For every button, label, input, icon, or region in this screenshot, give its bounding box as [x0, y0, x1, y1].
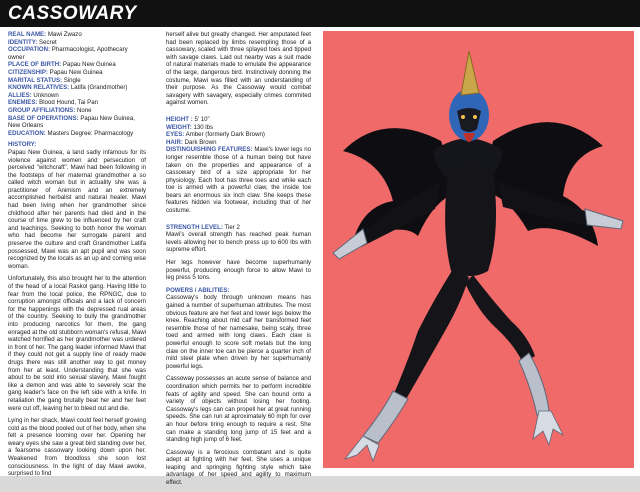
- physical-row: [166, 139, 311, 147]
- physical-row: [166, 116, 311, 124]
- stat-value: Pharmacologist, Apothecary: [51, 46, 128, 54]
- right-eye: [473, 115, 477, 119]
- stat-row: [8, 77, 146, 85]
- stat-row: [8, 46, 146, 54]
- right-talons: [533, 411, 563, 445]
- powers-paragraph: Cassoway's body through unknown means has gained a number of superhuman attributes. The most obvious feature are her feet and lower legs below the knee. Reaching about mid calf her transformed feet resemble those of her namesake, being scaly, three toed and armed with long claws. Each claw is powerful enough to score soft metals but the long claw on the inner toe can be pierce a quarter inch of mild steel plate when driven by her superhumanly powerful legs.: [166, 294, 311, 370]
- distinguishing-features: [166, 146, 311, 214]
- left-eye: [461, 115, 465, 119]
- history-paragraph: Unfortunately, this also brought her to the attention of the head of a local Raskol gang. Having little to fear from the local police, the RPNGC, due to corruption amongst officials and a lack of concern for the happenings with the depressed rual areas of the country. Seeking to bully the grandmother into producing narcotics for them, the gang enraged at the old stubborn woman's refusal, Mawi watched horrified as her grandmother was urdered in front of her. The gang leader informed Mawi that if they could not get a supply line of ready made drugs there was still another way to get money from her at least. Understanding that she was about to be sold into sexual slavery, Mawi fought like a demon and was able to severely scar the gang leader's face on the left side with a knife. In retaliation the gang brutally beat her and her feet were cut off, leaving her to bleed out and die.: [8, 275, 146, 412]
- helmet-crest: [461, 51, 479, 95]
- stat-row: [8, 107, 146, 115]
- stat-label: OCCUPATION:: [8, 46, 51, 54]
- stat-value: Single: [63, 76, 81, 84]
- left-lower-leg: [363, 391, 408, 443]
- stat-value: Papau New Guinea,: [80, 114, 135, 122]
- title-bar: [0, 0, 640, 27]
- stat-value: Latifa (Grandmother): [70, 84, 128, 92]
- strength-row: [166, 224, 311, 232]
- powers-paragraph: Cassoway is a ferocious combatant and is quite adept at fighting with her feet. She uses a unique leaping and springing fighting style which take advantage of her speed and agility to maximum effect.: [166, 448, 311, 487]
- stat-value: Mawi Zwazo: [47, 31, 82, 38]
- stat-row: [8, 84, 146, 92]
- physical-row: [166, 131, 311, 139]
- stat-block: [8, 31, 146, 137]
- column-left: [8, 31, 146, 483]
- stat-row: [8, 31, 146, 39]
- stat-value: Papau New Guinea: [49, 68, 103, 76]
- stat-label: IDENTITY:: [8, 38, 38, 46]
- strength-paragraph: Mawi's overall strength has reached peak human levels allowing her to bench press up to 600 lbs with supreme effort.: [166, 231, 311, 254]
- cassowary-figure: [323, 31, 634, 468]
- stat-label: CITIZENSHIP:: [8, 68, 48, 76]
- stat-label: ALLIES:: [8, 91, 32, 99]
- stat-row: [8, 69, 146, 77]
- stat-label: EDUCATION:: [8, 129, 46, 137]
- physical-label: HEIGHT :: [166, 115, 193, 123]
- stat-row: [8, 130, 146, 138]
- physical-value: Amber (formerly Dark Brown): [185, 131, 265, 139]
- powers-paragraph: Cassoway possesses an acute sense of balance and coordination which permits her to perform incredible feats of agility and speed. She can bound onto a variety of objects without losing her footing. Cassoway's legs can can propell her at great running speeds. She can run at aproximately 60 mph for over an hour before tiring enough to require a rest. She can make a standing long jump of 15 feet and a standing high jump of 6 feet.: [166, 375, 311, 444]
- physical-label: EYES:: [166, 131, 185, 139]
- stat-label: MARITAL STATUS:: [8, 76, 63, 84]
- stat-label: BASE OF OPERATIONS:: [8, 114, 79, 122]
- strength-value: Tier 2: [224, 223, 240, 231]
- stat-row: [8, 39, 146, 47]
- stat-value: Papau New Guinea: [62, 61, 116, 69]
- stat-label: ENEMIES:: [8, 99, 38, 107]
- physical-row: [166, 124, 311, 132]
- distinguishing-label: DISTINGUISHING FEATURES:: [166, 146, 253, 154]
- strength-label: STRENGTH LEVEL:: [166, 223, 223, 231]
- stat-row: [8, 122, 146, 130]
- stat-row: [8, 92, 146, 100]
- physical-value: 5' 10": [194, 115, 210, 123]
- left-leg: [393, 269, 469, 401]
- stat-label: REAL NAME:: [8, 31, 47, 38]
- history-paragraph: Papau New Guinea, a land sadly infamous for its violence against women and persecution of perceived "witchcraft". Mawi had been following in the footsteps of her maternal grandmother a so called witch woman but in actuality she was a practitioner of Animism and an extremely accomplished herbalist and natural healer. Mawi had been living when her grandmother since childhood after her parents had died and in the course of time grew to be influenced by her craft and teachings. Seeking to both honor the woman who had become her surrogate parent and preserve the culture and craft Grandmother Latifa possessed, Mawi was an apt pupil and was soon recognized by the locals as an up and coming wise woman.: [8, 148, 146, 270]
- physical-value: 130 lbs: [193, 123, 214, 131]
- stat-value: New Orleans: [8, 122, 44, 130]
- stat-value: None: [76, 106, 92, 114]
- strength-paragraph: Her legs however have become superhumanly powerful, producing enough force to allow Mawi to leg press 5 tons.: [166, 259, 311, 282]
- stat-row: [8, 115, 146, 123]
- right-lower-leg: [519, 353, 549, 415]
- column-middle: [166, 31, 311, 492]
- stat-value: Unknown: [33, 91, 59, 99]
- page-title: CASSOWARY: [8, 3, 137, 24]
- character-illustration: [323, 31, 634, 468]
- powers-heading: POWERS / ABILITIES:: [166, 286, 230, 294]
- stat-label: GROUP AFFILIATIONS:: [8, 106, 76, 114]
- physical-label: WEIGHT:: [166, 123, 192, 131]
- stat-row: [8, 61, 146, 69]
- stat-row: [8, 99, 146, 107]
- torso: [445, 166, 496, 276]
- stat-label: PLACE OF BIRTH:: [8, 61, 62, 69]
- stat-value: Blood Hound, Tai Pan: [39, 99, 99, 107]
- stat-value: owner: [8, 53, 25, 61]
- distinguishing-text: Mawi's lower legs no longer resemble those of a human being but have taken on the properties and appearance of a cassowary bird of a size appropriate for her physiology. Each foot has three toes and while each toe is armed with a powerful claw, the inside toe bears an enormous six inch claw. She keeps these features hidden via footwear, including that of her costume.: [166, 146, 311, 215]
- left-glove: [333, 229, 367, 259]
- stat-label: KNOWN RELATIVES:: [8, 84, 70, 92]
- stat-value: Masters Degree: Pharmacology: [47, 129, 134, 137]
- history-continued-paragraph: herself alive but greatly changed. Her amputated feet had been replaced by limbs resempling those of a cassowary, scaled with three splayed toes and tipped with savage claws. Laid out nearby was a suit made of natural materials made to emulate the appearance of the large, dangerous bird. Instinctively donning the costume, Mawi was filled with an understanding of their purpose. As the Cassoway would combat savagery with savagery, especially crimes commited against women.: [166, 31, 311, 107]
- physical-value: Dark Brown: [184, 138, 217, 146]
- history-heading: HISTORY:: [8, 141, 37, 149]
- right-leg: [465, 275, 535, 363]
- physical-label: HAIR:: [166, 138, 183, 146]
- stat-row: [8, 54, 146, 62]
- history-paragraph: Lying in her shack, Mawi could feel herself growing cold as the blood pooled out of her body, when she felt a presence looming over her. Opening her weary eyes she saw a great bird standing over her, a fearsome cassowary looking down upon her. Weakened from bloodloss she soon lost consciousness. In the light of day Mawi awoke, surprised to find: [8, 417, 146, 478]
- stat-value: Secret: [39, 38, 57, 46]
